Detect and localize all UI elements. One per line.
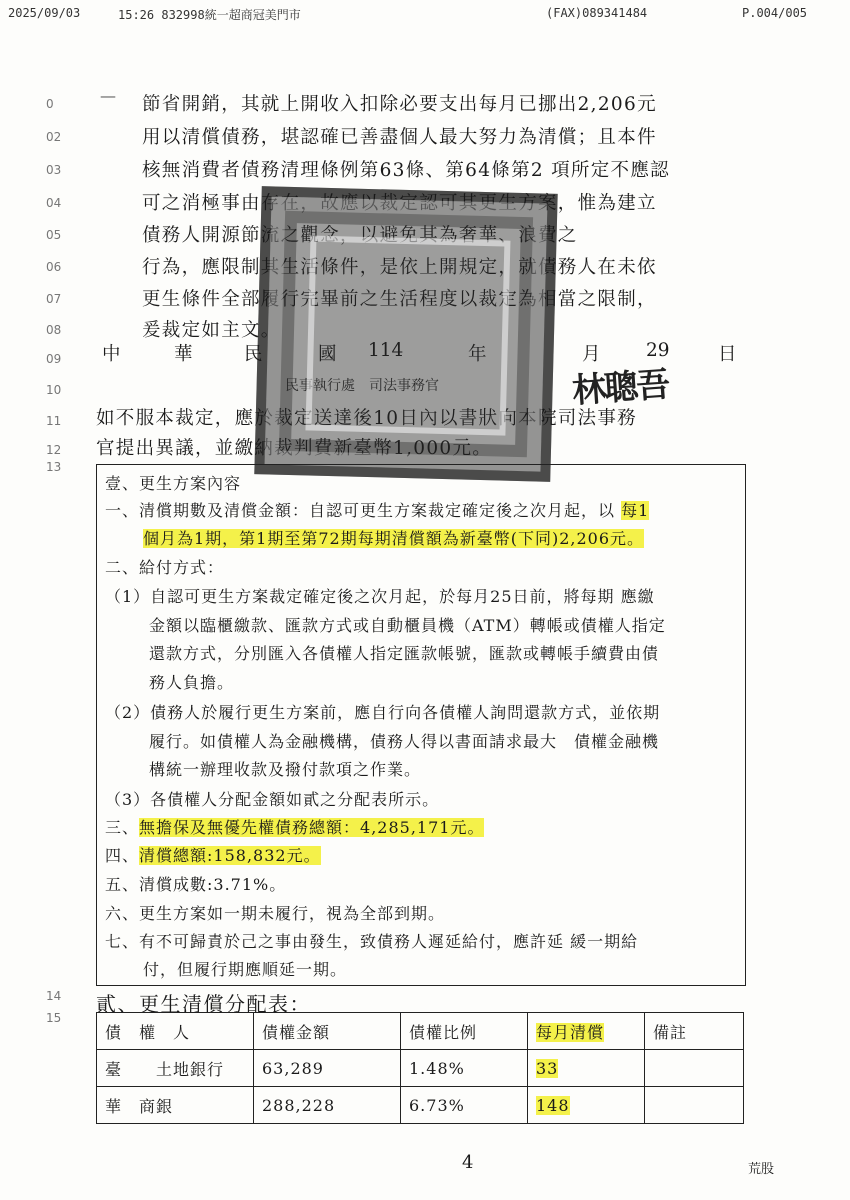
date-char: 華 (174, 344, 193, 365)
table-cell: 63,289 (254, 1050, 401, 1087)
sub2-line: （2）債務人於履行更生方案前，應自行向各債權人詢問還款方式，並依期 (105, 703, 661, 722)
sub1-line: （1）自認可更生方案裁定確定後之次月起，於每月25日前，將每期 應繳 (105, 587, 655, 606)
sub2-line: 構統一辦理收款及撥付款項之作業。 (149, 760, 422, 779)
item3 (105, 815, 484, 838)
paragraph-line: 可之消極事由存在，故應以裁定認可其更生方案，惟為建立 (142, 193, 657, 214)
plan-box (96, 464, 746, 986)
monthly-highlight: 33 (536, 1058, 559, 1078)
item4 (105, 843, 321, 866)
line-number: 14 (46, 989, 62, 1003)
item1-cont (143, 526, 644, 549)
line-number: 02 (46, 130, 62, 144)
table-cell (645, 1087, 744, 1124)
table-cell (528, 1050, 645, 1087)
sub1-line: 還款方式，分別匯入各債權人指定匯款帳號，匯款或轉帳手續費由債 (149, 644, 660, 663)
margin-dash: — (100, 86, 116, 105)
table-header-cell: 債權金額 (254, 1013, 401, 1050)
appeal-line: 官提出異議，並繳納裁判費新臺幣1,000元。 (96, 438, 493, 459)
page-number: 4 (462, 1152, 474, 1173)
table-row (97, 1050, 744, 1087)
line-number: 10 (46, 383, 62, 397)
line-number: 15 (46, 1011, 62, 1025)
header-monthly-highlight: 每月清償 (536, 1022, 605, 1042)
paragraph-line: 核無消費者債務清理條例第63條、第64條第2 項所定不應認 (142, 160, 670, 181)
paragraph-line: 爰裁定如主文。 (142, 320, 281, 341)
seal-inner-border (305, 235, 510, 435)
line-number: 13 (46, 460, 62, 474)
table-cell (528, 1087, 645, 1124)
fax-page: P.004/005 (742, 6, 808, 20)
date-char: 年 (468, 344, 487, 365)
line-number: 12 (46, 443, 62, 457)
paragraph-line: 行為，應限制其生活條件，是依上開規定，就債務人在未依 (142, 257, 657, 278)
fax-time-sender: 15:26 832998統一超商冠美門市 (118, 8, 301, 22)
item3-highlight: 無擔保及無優先權債務總額：4,285,171元。 (139, 818, 485, 837)
paragraph-line: 債務人開源節流之觀念，以避免其為奢華、浪費之 (142, 225, 578, 246)
item1-highlight-cont: 個月為1期，第1期至第72期每期清償額為新臺幣(下同)2,206元。 (143, 529, 645, 548)
table-header-row (97, 1013, 744, 1050)
item4-highlight: 清償總額:158,832元。 (139, 846, 321, 865)
fax-number: (FAX)089341484 (546, 6, 648, 20)
date-char: 中 (102, 344, 121, 365)
date-char: 114 (368, 340, 404, 361)
sub3: （3）各債權人分配金額如貳之分配表所示。 (105, 790, 440, 809)
sub2-line: 履行。如債權人為金融機構，債務人得以書面請求最大 債權金融機 (149, 732, 660, 751)
line-number: 03 (46, 163, 62, 177)
item7-line: 七、有不可歸責於己之事由發生，致債務人遲延給付，應許延 緩一期給 (105, 932, 639, 951)
line-number: 0 (46, 97, 54, 111)
line-number: 06 (46, 260, 62, 274)
table-cell: 1.48% (401, 1050, 528, 1087)
appeal-line: 如不服本裁定，應於裁定送達後10日內以書狀向本院司法事務 (96, 408, 637, 429)
table-header-cell: 備註 (645, 1013, 744, 1050)
table-header-cell: 債權比例 (401, 1013, 528, 1050)
table-cell: 華 商銀 (97, 1087, 254, 1124)
item1 (105, 498, 649, 521)
item1-text: 一、清償期數及清償金額：自認可更生方案裁定確定後之次月起，以 (105, 501, 616, 520)
date-char: 民 (244, 344, 263, 365)
table-header-cell: 債 權 人 (97, 1013, 254, 1050)
line-number: 07 (46, 292, 62, 306)
monthly-highlight: 148 (536, 1095, 570, 1115)
line-number: 04 (46, 196, 62, 210)
item6: 六、更生方案如一期未履行，視為全部到期。 (105, 904, 446, 923)
table-cell: 6.73% (401, 1087, 528, 1124)
fax-date: 2025/09/03 (8, 6, 81, 20)
table-header-cell (528, 1013, 645, 1050)
paragraph-line: 節省開銷，其就上開收入扣除必要支出每月已挪出2,206元 (142, 94, 657, 115)
date-char: 日 (718, 344, 737, 365)
table-cell: 臺 土地銀行 (97, 1050, 254, 1087)
section2-title: 貳、更生清償分配表： (96, 992, 311, 1016)
court-office: 民事執行處 司法事務官 (285, 378, 439, 394)
line-number: 09 (46, 352, 62, 366)
box-heading: 壹、更生方案內容 (105, 474, 242, 493)
paragraph-line: 更生條件全部履行完畢前之生活程度以裁定為相當之限制， (142, 289, 657, 310)
table-cell: 288,228 (254, 1087, 401, 1124)
date-char: 月 (582, 344, 601, 365)
line-number: 05 (46, 228, 62, 242)
item7-line: 付，但履行期應順延一期。 (143, 960, 348, 979)
line-number: 11 (46, 414, 62, 428)
sub1-line: 務人負擔。 (149, 673, 235, 692)
item2: 二、給付方式： (105, 558, 225, 577)
date-char: 29 (646, 340, 670, 361)
item3-prefix: 三、 (105, 818, 140, 837)
item4-prefix: 四、 (105, 846, 140, 865)
court-seal-stamp (254, 186, 557, 482)
date-char: 國 (318, 344, 337, 365)
signature: 林聰吾 (570, 364, 670, 412)
table-cell (645, 1050, 744, 1087)
table-row (97, 1087, 744, 1124)
line-number: 08 (46, 323, 62, 337)
paragraph-line: 用以清償債務，堪認確已善盡個人最大努力為清償；且本件 (142, 127, 657, 148)
footer-tag: 荒股 (748, 1162, 775, 1177)
distribution-table (96, 1012, 744, 1124)
sub1-line: 金額以臨櫃繳款、匯款方式或自動櫃員機（ATM）轉帳或債權人指定 (149, 616, 666, 635)
item5: 五、清償成數:3.71%。 (105, 875, 287, 894)
item1-highlight: 每1 (621, 501, 650, 520)
